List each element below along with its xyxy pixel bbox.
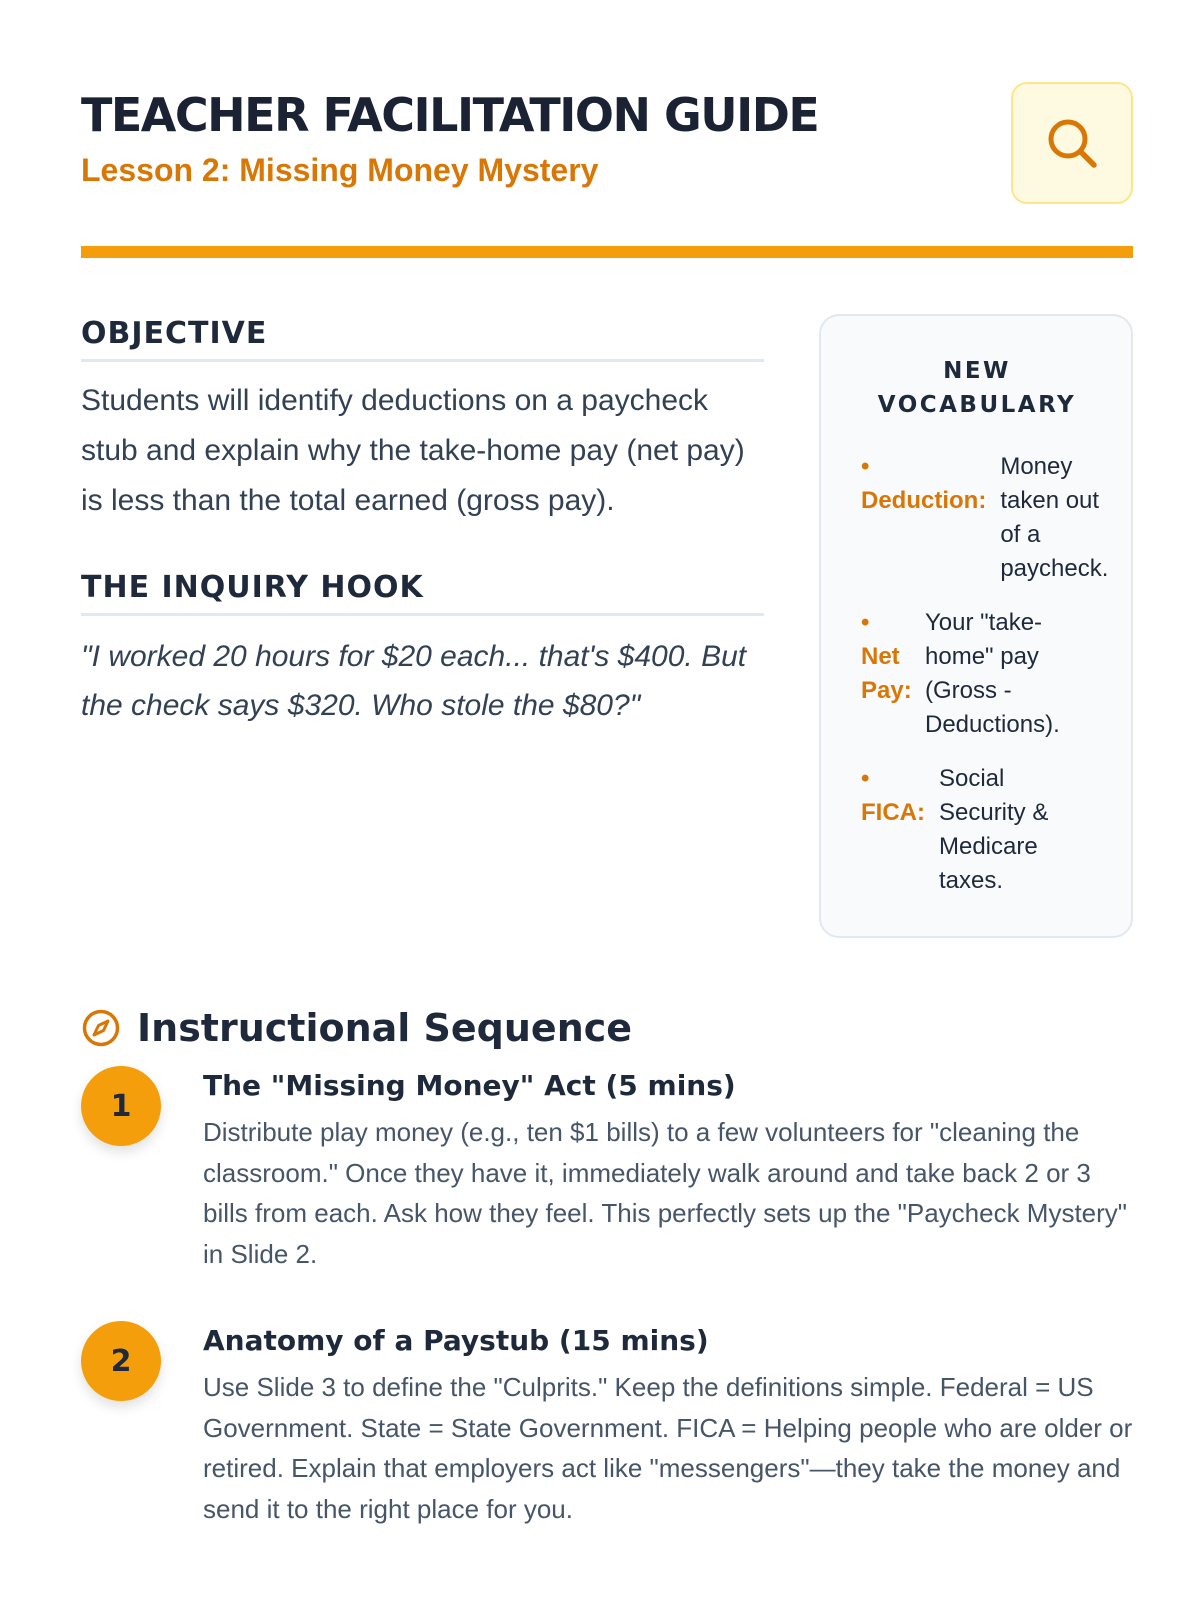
page-title: TEACHER FACILITATION GUIDE bbox=[81, 88, 819, 142]
step-description: Distribute play money (e.g., ten $1 bills) to a few volunteers for "cleaning the classroom." Once they have it, immediately walk around and take back 2 or 3 bills from each. Ask how they feel. This perfectly sets up the "Paycheck Mystery" in Slide 2. bbox=[203, 1117, 1128, 1269]
vocabulary-term-label: Net Pay: bbox=[861, 643, 912, 704]
vocabulary-item bbox=[861, 450, 1115, 586]
lesson-overview bbox=[81, 316, 764, 730]
step-title: Anatomy of a Paystub (15 mins) bbox=[203, 1324, 709, 1357]
vocabulary-definition: Your "take-home" pay (Gross - Deductions). bbox=[925, 609, 1060, 738]
vocabulary-term bbox=[861, 606, 911, 742]
step-number-badge: 1 bbox=[81, 1066, 161, 1146]
vocabulary-definition: Money taken out of a paycheck. bbox=[1000, 453, 1109, 582]
header-divider bbox=[81, 246, 1133, 258]
search-button[interactable] bbox=[1011, 82, 1133, 204]
objective-heading: OBJECTIVE bbox=[81, 316, 764, 362]
objective-text: Students will identify deductions on a paycheck stub and explain why the take-home pay (net pay) is less than the total earned (gross pay). bbox=[81, 384, 745, 517]
vocabulary-term bbox=[861, 762, 925, 898]
bullet-icon: • bbox=[861, 453, 870, 480]
page-header bbox=[81, 88, 1133, 208]
step-description: Use Slide 3 to define the "Culprits." Keep the definitions simple. Federal = US Government. State = State Government. FICA = Helping people who are older or retired. Explain that employers act like "messengers"—they take the money and send it to the right place for you. bbox=[203, 1372, 1133, 1524]
vocabulary-definition: Social Security & Medicare taxes. bbox=[938, 765, 1049, 894]
step-body bbox=[203, 1321, 1133, 1529]
vocabulary-card bbox=[819, 314, 1133, 938]
step-number-badge: 2 bbox=[81, 1321, 161, 1401]
vocabulary-term bbox=[861, 450, 986, 586]
compass-icon bbox=[81, 1008, 121, 1048]
inquiry-hook-quote: "I worked 20 hours for $20 each... that's $400. But the check says $320. Who stole the $80?" bbox=[81, 640, 747, 722]
inquiry-hook-heading: THE INQUIRY HOOK bbox=[81, 570, 764, 616]
step-title: The "Missing Money" Act (5 mins) bbox=[203, 1069, 736, 1102]
vocabulary-term-label: FICA: bbox=[861, 799, 925, 826]
instructional-sequence-heading bbox=[81, 1006, 632, 1050]
bullet-icon: • bbox=[861, 609, 870, 636]
search-icon bbox=[1042, 113, 1102, 173]
vocabulary-term-label: Deduction: bbox=[861, 487, 987, 514]
sequence-title: Instructional Sequence bbox=[137, 1006, 633, 1050]
vocabulary-item bbox=[861, 762, 1115, 898]
lesson-subtitle: Lesson 2: Missing Money Mystery bbox=[81, 152, 599, 188]
vocabulary-title: NEW VOCABULARY bbox=[877, 358, 1077, 418]
step-body bbox=[203, 1066, 1133, 1274]
bullet-icon: • bbox=[861, 765, 870, 792]
vocabulary-item bbox=[861, 606, 1115, 742]
facilitation-guide-page bbox=[81, 0, 1133, 1600]
